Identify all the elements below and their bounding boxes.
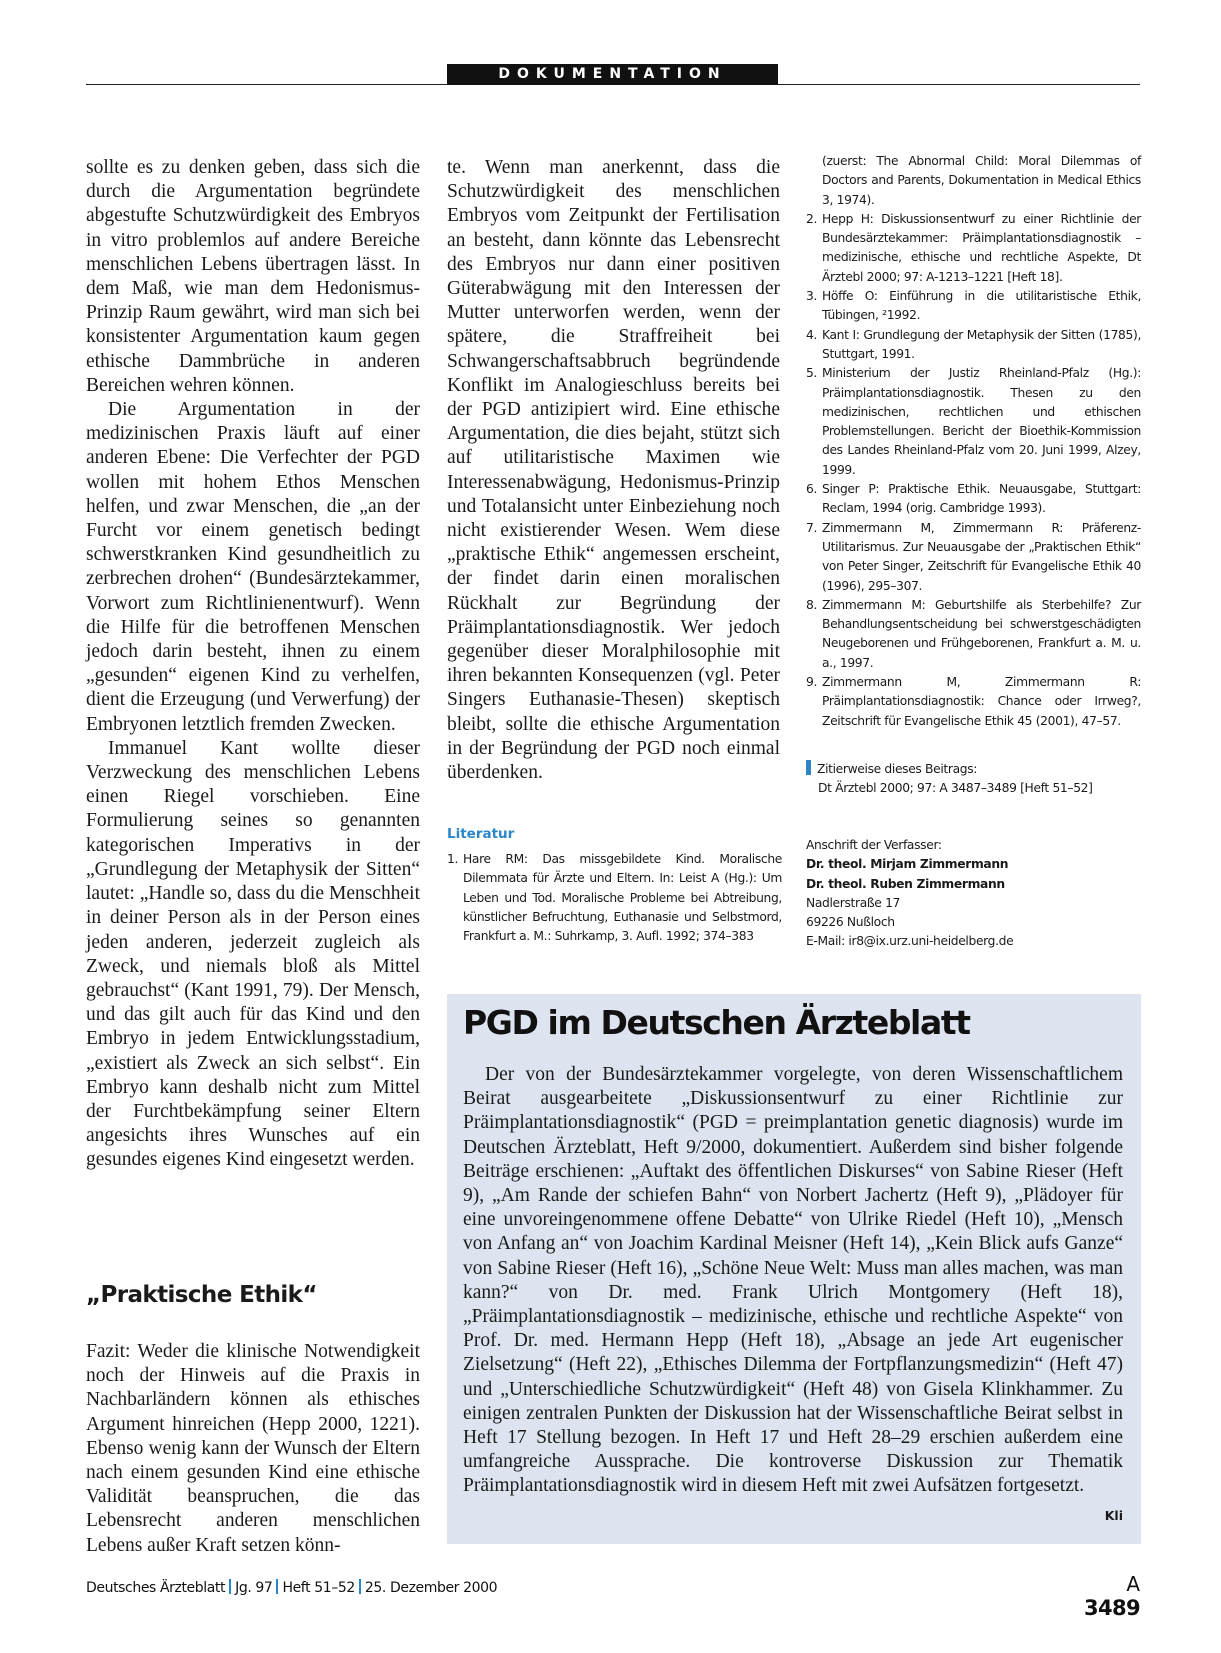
reference-item — [806, 480, 1141, 519]
address-label: Anschrift der Verfasser: — [806, 838, 942, 852]
info-box-body — [463, 1063, 1123, 1528]
reference-list-continued — [806, 152, 1141, 731]
reference-text: Singer P: Praktische Ethik. Neuausgabe, Stuttgart: Reclam, 1994 (orig. Cambridge 1993). — [822, 482, 1141, 516]
footer-separator — [359, 1579, 361, 1594]
info-box-title: PGD im Deutschen Ärzteblatt — [463, 1003, 970, 1042]
page-prefix: A — [1126, 1572, 1140, 1596]
address-email: E-Mail: ir8@ix.urz.uni-heidelberg.de — [806, 934, 1014, 949]
reference-item — [806, 673, 1141, 731]
citation-note — [806, 760, 1141, 799]
reference-number: 9. — [806, 675, 818, 690]
literature-heading: Literatur — [447, 826, 515, 842]
address-street: Nadlerstraße 17 — [806, 895, 901, 910]
reference-text: Zimmermann M, Zimmermann R: Präimplantationsdiagnostik: Chance oder Irrweg?, Zeitschrift für Evangelische Ethik 45 (2001), 47–57. — [822, 675, 1141, 728]
column-1-continued — [86, 1340, 420, 1558]
reference-list — [447, 850, 782, 946]
reference-text: Höffe O: Einführung in die utilitaristische Ethik, Tübingen, ²1992. — [822, 289, 1141, 323]
citation-value: Dt Ärztebl 2000; 97: A 3487–3489 [Heft 51–52] — [818, 781, 1093, 796]
author-name: Dr. theol. Mirjam Zimmermann — [806, 857, 1009, 872]
author-name: Dr. theol. Ruben Zimmermann — [806, 876, 1005, 891]
author-signature: Kli — [1104, 1507, 1123, 1523]
reference-text: (zuerst: The Abnormal Child: Moral Dilemmas of Doctors and Parents, Dokumentation in Medical Ethics 3, 1974). — [822, 154, 1141, 207]
reference-number: 1. — [447, 852, 459, 866]
footer-separator — [229, 1579, 231, 1594]
reference-item — [806, 364, 1141, 480]
reference-text: Zimmermann M: Geburtshilfe als Sterbehilfe? Zur Behandlungsentscheidung bei schwerstgeschädigten Neugeborenen und Frühgeborenen, Frankfurt a. M. u. a., 1997. — [822, 597, 1141, 670]
info-box-text: Der von der Bundesärztekammer vorgelegte, von deren Wissenschaftlichem Beirat ausgearbeitete „Diskussionsentwurf zu einer Richtlinie zur Präimplantationsdiagnostik“ (PGD = preimplantation genetic diagnosis) wurde im Deutschen Ärzteblatt, Heft 9/2000, dokumentiert. Außerdem sind bisher folgende Beiträge erschienen: „Auftakt des öffentlichen Diskurses“ von Sabine Rieser (Heft 9), „Am Rande der schiefen Bahn“ von Norbert Jachertz (Heft 9), „Plädoyer für eine unvoreingenommene offene Debatte“ von Ulrike Riedel (Heft 10), „Mensch von Anfang an“ von Joachim Kardinal Meisner (Heft 14), „Kein Blick aufs Ganze“ von Sabine Rieser (Heft 16), „Schöne Neue Welt: Muss man alles machen, was man kann?“ von Dr. med. Frank Ulrich Montgomery (Heft 18), „Präimplantationsdiagnostik – medizinische, ethische und rechtliche Aspekte“ von Prof. Dr. med. Hermann Hepp (Heft 18), „Absage an jede Art eugenischer Zielsetzung“ (Heft 22), „Ethisches Dilemma der Fortpflanzungsmedizin“ (Heft 47) und „Unterschiedliche Schutzwürdigkeit“ (Heft 48) von Gisela Klinkhammer. Zu einigen zentralen Punkten der Diskussion hat der Wissenschaftliche Beirat selbst in Heft 17 Stellung bezogen. In Heft 17 und Heft 28–29 erschien außerdem eine umfangreiche Aussprache. Die kontroverse Diskussion zur Thematik Präimplantationsdiagnostik wird in diesem Heft mit zwei Aufsätzen fortgesetzt. — [463, 1064, 1123, 1497]
section-tag: DOKUMENTATION — [447, 64, 778, 85]
paragraph: Die Argumentation in der medizinischen Praxis läuft auf einer anderen Ebene: Die Verfechter der PGD wollen mit hohem Ethos Menschen helfen, und zwar Menschen, die „an der Furcht vor einem genetisch bedingt schwerstkranken Kind gesundheitlich zu zerbrechen drohen“ (Bundesärztekammer, Vorwort zum Richtlinienentwurf). Wenn die Hilfe für die betroffenen Menschen jedoch darin besteht, ihnen zu einem „gesunden“ eigenen Kind zu verhelfen, dient die Erzeugung (und Verwerfung) der Embryonen letztlich fremden Zwecken. — [86, 399, 420, 735]
reference-item — [447, 850, 782, 946]
paragraph: sollte es zu denken geben, dass sich die durch die Argumentation begründete abgestufte Schutzwürdigkeit des Embryos in vitro problemlos auf andere Bereiche menschlichen Lebens übertragen lässt. In dem Maß, wie man dem Hedonismus-Prinzip Raum gewährt, wird man sich bei konsistenter Argumentation kaum gegen ethische Dammbrüche in anderen Bereichen wehren können. — [86, 157, 420, 396]
reference-text: Ministerium der Justiz Rheinland-Pfalz (Hg.): Präimplantationsdiagnostik. Thesen zu den medizinischen, rechtlichen und ethischen Problemstellungen. Bericht der Bioethik-Kommission des Landes Rheinland-Pfalz vom 20. Juni 1999, Alzey, 1999. — [822, 366, 1141, 477]
paragraph: Fazit: Weder die klinische Notwendigkeit noch der Hinweis auf die Praxis in Nachbarländern können als ethisches Argument hinreichen (Hepp 2000, 1221). Ebenso wenig kann der Wunsch der Eltern nach einem gesunden Kind eine ethische Validität beanspruchen, die das Lebensrecht anderen menschlichen Lebens außer Kraft setzen könn- — [86, 1341, 420, 1556]
reference-item — [806, 287, 1141, 326]
reference-text: Zimmermann M, Zimmermann R: Präferenz-Utilitarismus. Zur Neuausgabe der „Praktischen Ethik“ von Peter Singer, Zeitschrift für Evangelische Ethik 40 (1996), 295–307. — [822, 520, 1141, 593]
citation-marker — [806, 760, 811, 775]
footer-volume: Jg. 97 — [235, 1580, 273, 1596]
reference-number: 2. — [806, 211, 818, 226]
reference-item — [806, 152, 1141, 210]
footer-journal-info — [86, 1579, 497, 1596]
reference-item — [806, 326, 1141, 365]
reference-text: Hepp H: Diskussionsentwurf zu einer Richtlinie der Bundesärztekammer: Präimplantationsdiagnostik – medizinische, ethische und rechtliche Aspekte, Dt Ärztebl 2000; 97: A-1213–1221 [Heft 18]. — [822, 211, 1141, 284]
reference-number: 3. — [806, 289, 818, 304]
reference-item — [806, 596, 1141, 673]
reference-item — [806, 210, 1141, 287]
page-number-value: 3489 — [1083, 1596, 1140, 1620]
column-1 — [86, 156, 420, 1173]
footer-separator — [276, 1579, 278, 1594]
paragraph — [463, 1063, 1123, 1523]
reference-number: 5. — [806, 366, 818, 381]
paragraph: te. Wenn man anerkennt, dass die Schutzwürdigkeit des menschlichen Embryos vom Zeitpunkt der Fertilisation an besteht, dann könnte das Lebensrecht des Embryos nur dann einer positiven Güterabwägung mit den Interessen der Mutter unterworfen werden, wenn der spätere, die Straffreiheit bei Schwangerschaftsabbruch begründende Konflikt im Analogieschluss bereits bei der PGD antizipiert wird. Eine ethische Argumentation, die dies bejaht, stützt sich auf utilitaristische Maximen wie Interessenabwägung, Hedonismus-Prinzip und Totalansicht unter Einbeziehung noch nicht existierender Wesen. Wem diese „praktische Ethik“ angemessen erscheint, der findet darin einen moralischen Rückhalt zur Begründung der Präimplantationsdiagnostik. Wer jedoch gegenüber dieser Moralphilosophie mit ihren bekannten Konsequenzen (vgl. Peter Singers Euthanasie-Thesen) skeptisch bleibt, sollte die ethische Argumentation in der Begründung der PGD noch einmal überdenken. — [447, 157, 780, 784]
footer-date: 25. Dezember 2000 — [364, 1580, 498, 1596]
address-city: 69226 Nußloch — [806, 915, 895, 930]
reference-number: 4. — [806, 327, 818, 342]
reference-number: 6. — [806, 482, 818, 497]
page-number — [1080, 1572, 1140, 1620]
section-heading: „Praktische Ethik“ — [86, 1282, 317, 1308]
column-2 — [447, 156, 780, 785]
author-address — [806, 836, 1141, 952]
footer-issue: Heft 51–52 — [282, 1580, 355, 1596]
paragraph: Immanuel Kant wollte dieser Verzweckung des menschlichen Lebens einen Riegel vorschieben. Eine Formulierung seines so genannten kategorischen Imperativs in der „Grundlegung der Metaphysik der Sitten“ lautet: „Handle so, dass du die Menschheit in deiner Person als in der Person eines jeden anderen, jederzeit zugleich als Zweck, und niemals bloß als Mittel gebrauchst“ (Kant 1991, 79). Der Mensch, und das gilt auch für das Kind und den Embryo in jedem Entwicklungsstadium, „existiert als Zweck an sich selbst“. Ein Embryo kann deshalb nicht zum Mittel der Furchtbekämpfung seiner Eltern angesichts ihres Wunsches auf ein gesundes eigenes Kind eingesetzt werden. — [86, 737, 420, 1171]
reference-number: 8. — [806, 597, 818, 612]
footer-journal: Deutsches Ärzteblatt — [86, 1580, 226, 1596]
reference-number: 7. — [806, 520, 818, 535]
reference-text: Hare RM: Das missgebildete Kind. Moralische Dilemmata für Ärzte und Eltern. In: Leist A (Hg.): Um Leben und Tod. Moralische Probleme bei Abtreibung, künstlicher Befruchtung, Euthanasie und Selbstmord, Frankfurt a. M.: Suhrkamp, 3. Aufl. 1992; 374–383 — [463, 852, 782, 944]
citation-label: Zitierweise dieses Beitrags: — [817, 762, 978, 776]
reference-item — [806, 519, 1141, 596]
reference-text: Kant I: Grundlegung der Metaphysik der Sitten (1785), Stuttgart, 1991. — [822, 327, 1141, 361]
